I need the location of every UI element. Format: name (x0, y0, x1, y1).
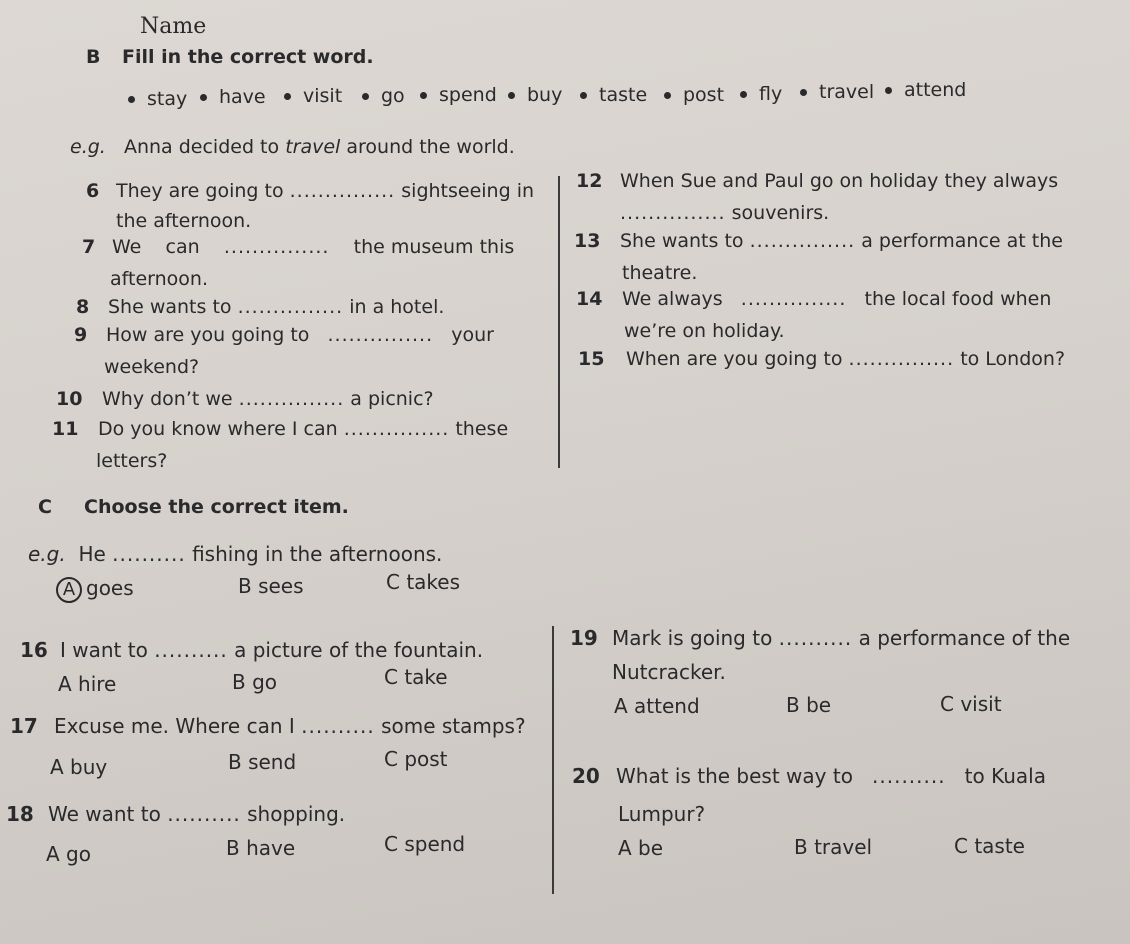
answer-blank[interactable]: ............... (848, 348, 955, 370)
column-divider (552, 626, 554, 894)
word-bank-item: buy (508, 84, 562, 106)
section-b-label: B (86, 46, 101, 68)
q17-option-a[interactable]: A buy (50, 755, 108, 779)
question-6: 6 They are going to ............... sightseeing in (86, 180, 535, 202)
q16-option-a[interactable]: A hire (58, 672, 117, 696)
question-6-line2: the afternoon. (116, 210, 252, 232)
q19-option-a[interactable]: A attend (614, 694, 700, 718)
word-bank-item: travel (800, 81, 874, 103)
question-14: 14 We always ............... the local food when (576, 288, 1052, 310)
answer-blank[interactable]: .......... (301, 714, 375, 738)
section-b-header (86, 46, 374, 68)
column-divider (558, 176, 560, 468)
question-13: 13 She wants to ............... a performance at the (574, 230, 1063, 252)
section-c-instruction: Choose the correct item. (84, 496, 349, 518)
bullet-icon (128, 96, 135, 103)
answer-blank[interactable]: ............... (343, 418, 450, 440)
example-b: e.g. Anna decided to travel around the world. (70, 136, 515, 158)
word-bank-item: attend (885, 79, 966, 101)
circled-answer-icon: A (56, 577, 82, 603)
answer-blank[interactable]: ............... (327, 324, 434, 346)
question-16: 16 I want to .......... a picture of the fountain. (20, 638, 484, 662)
word-bank-item: stay (128, 88, 187, 110)
q18-option-b[interactable]: B have (226, 836, 296, 860)
bullet-icon (508, 92, 515, 99)
q16-option-b[interactable]: B go (232, 670, 278, 694)
q19-option-c[interactable]: C visit (940, 692, 1002, 716)
question-12: 12 When Sue and Paul go on holiday they always (576, 170, 1059, 192)
q20-option-a[interactable]: A be (618, 836, 664, 860)
question-13-line2: theatre. (622, 262, 698, 284)
q17-option-c[interactable]: C post (384, 747, 448, 771)
answer-blank[interactable]: ............... (749, 230, 856, 252)
q19-option-b[interactable]: B be (786, 693, 832, 717)
question-19-line2: Nutcracker. (612, 660, 726, 684)
question-18: 18 We want to .......... shopping. (6, 802, 346, 826)
question-8: 8 She wants to ............... in a hotel. (76, 296, 445, 318)
question-9-line2: weekend? (104, 356, 200, 378)
question-17: 17 Excuse me. Where can I .......... some stamps? (10, 714, 526, 738)
section-c-label: C (38, 496, 52, 518)
answer-blank[interactable]: .......... (154, 638, 228, 662)
question-15: 15 When are you going to ............... to London? (578, 348, 1066, 370)
bullet-icon (800, 89, 807, 96)
bullet-icon (580, 92, 587, 99)
word-bank-item: post (664, 84, 724, 106)
answer-blank[interactable]: ............... (238, 388, 345, 410)
question-7: 7 We can ............... the museum this (82, 236, 515, 258)
answer-blank[interactable]: ............... (237, 296, 344, 318)
question-9: 9 How are you going to ............... your (74, 324, 494, 346)
bullet-icon (740, 91, 747, 98)
section-c-header (38, 496, 349, 518)
bullet-icon (885, 87, 892, 94)
question-10: 10 Why don’t we ............... a picnic? (56, 388, 434, 410)
q18-option-a[interactable]: A go (46, 842, 91, 866)
q18-option-c[interactable]: C spend (384, 832, 466, 856)
bullet-icon (200, 94, 207, 101)
question-7-line2: afternoon. (110, 268, 208, 290)
answer-blank[interactable]: .......... (167, 802, 241, 826)
word-bank-item: visit (284, 85, 342, 107)
question-11: 11 Do you know where I can ............... these (52, 418, 509, 440)
question-19: 19 Mark is going to .......... a performance of the (570, 626, 1071, 650)
question-12-line2: ............... souvenirs. (620, 202, 830, 224)
example-option-b: B sees (238, 574, 304, 598)
answer-blank[interactable]: .......... (872, 764, 946, 788)
word-bank-item: fly (740, 83, 782, 105)
question-11-line2: letters? (96, 450, 168, 472)
q20-option-b[interactable]: B travel (794, 835, 873, 859)
name-label: Name (140, 14, 207, 39)
example-option-a: A goes (56, 576, 134, 603)
bullet-icon (664, 92, 671, 99)
word-bank-item: taste (580, 84, 647, 106)
bullet-icon (420, 92, 427, 99)
example-option-c: C takes (386, 570, 461, 594)
question-14-line2: we’re on holiday. (624, 320, 785, 342)
answer-blank[interactable]: .......... (778, 626, 853, 650)
answer-blank[interactable]: ............... (740, 288, 847, 310)
answer-blank[interactable]: ............... (289, 180, 396, 202)
answer-blank[interactable]: ............... (620, 202, 726, 224)
bullet-icon (362, 93, 369, 100)
word-bank-item: have (200, 86, 266, 108)
q20-option-c[interactable]: C taste (954, 834, 1025, 858)
q17-option-b[interactable]: B send (228, 750, 297, 774)
section-b-instruction: Fill in the correct word. (122, 46, 374, 68)
bullet-icon (284, 93, 291, 100)
q16-option-c[interactable]: C take (384, 665, 448, 689)
word-bank-item: spend (420, 84, 497, 106)
question-20-line2: Lumpur? (618, 802, 706, 826)
answer-blank: .......... (112, 542, 186, 566)
answer-blank[interactable]: ............... (223, 236, 330, 258)
question-20: 20 What is the best way to .......... to Kuala (572, 764, 1046, 788)
example-c: e.g. He .......... fishing in the afternoons. (28, 542, 443, 566)
word-bank-item: go (362, 85, 405, 107)
